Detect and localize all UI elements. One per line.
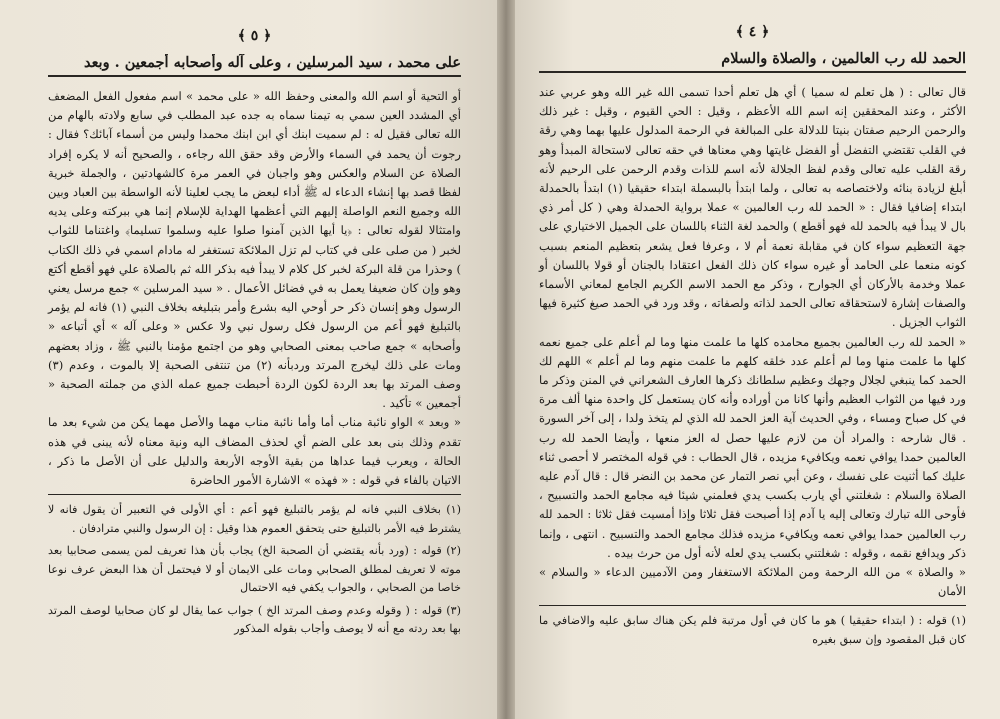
footnote: (٢) قوله : (ورد بأنه يقتضي أن الصحبة الخ) يجاب بأن هذا تعريف لمن يسمى صحابيا بعد موته لا تعريف لمطلق الصحابي ومات على الايمان أو لا فيحتمل أن هذا البعض عرف نوعا خاصا من الصحابي ، والجواب يكفي فيه الاحتمال [48, 544, 461, 595]
footnote: (١) بخلاف النبي فانه لم يؤمر بالتبليغ فهو أعم : أي الأولى في التعبير أن يقول فانه لا يشترط فيه الأمر بالتبليغ حتى يتحقق العموم هذا وقيل : إن الرسول والنبي مترادفان . [48, 503, 461, 535]
running-head: الحمد لله رب العالمين ، والصلاة والسلام [539, 50, 966, 73]
footnote: (١) قوله : ( ابتداء حقيقيا ) هو ما كان في أول مرتبة فلم يكن هناك سابق عليه والاضافي ما كان قبل المقصود وإن سبق بغيره [539, 614, 966, 646]
footnotes [539, 612, 966, 649]
main-text [539, 83, 966, 601]
book-gutter [497, 0, 515, 719]
left-page [0, 0, 497, 719]
paragraph: قال تعالى : ( هل تعلم له سميا ) أي هل تعلم أحدا تسمى الله غير الله وهو عربي عند الأكثر ، وعند المحققين إنه اسم الله الأعظم ، وقيل : الحي القيوم ، وقيل : غير ذلك والرحمن الرحيم صفتان بنيتا للدلالة على المبالغة في الرحمة المدلول عليها بهما وهي رقة في القلب تقتضي التفضل أو الفضل غايتها وهي معناها في حقه تعالى لاستحالة المبدأ وهو رقة القلب عليه تعالى وقدم لفظ الجلالة لأنه اسم للذات وقدم الرحمن على الرحيم لأنه أبلغ لزيادة بنائه ولاختصاصه به تعالى ، ولما ابتدأ بالبسملة ابتداء حقيقيا (١) ابتدأ بالحمدلة ابتداء إضافيا فقال : « الحمد لله رب العالمين » عملا برواية الحمدلة وهي ( كل أمر ذي بال لا يبدأ فيه بالحمد لله فهو أقطع ) والحمد لغة الثناء باللسان على الجميل الاختياري على جهة التعظيم سواء كان في مقابلة نعمة أم لا ، وعرفا فعل يشعر بتعظيم المنعم بسبب كونه منعما على الحامد أو غيره سواء كان ذلك الفعل اعتقادا بالجنان أو قولا باللسان أو عملا وخدمة بالأركان أي الجوارح ، وذكر مع الحمد الاسم الكريم الجامع لمعاني الأسماء والصفات إشارة لاستحقاقه تعالى الحمد لذاته ولصفاته ، وقد ورد في الحمد صيغ كثيرة فيها الثواب الجزيل . [539, 85, 966, 330]
footnote-divider [48, 494, 461, 495]
paragraph: أو التحية أو اسم الله والمعنى وحفظ الله « على محمد » اسم مفعول الفعل المضعف أي المشدد العين سمي به تيمنا سماه به جده عبد المطلب في سابع ولادته بالهام من الله تعالى فقيل له : لم سميت ابنك أي ابن ابنك محمدا وليس من أسماء آبائك؟ فقال : رجوت أن يحمد في السماء والأرض وقد حقق الله رجاءه ، والصحيح أنه لا يكره إفراد الصلاة عن السلام والعكس وهو واجبان في العمر مرة كالشهادتين ، والجملة خبرية لفظا قصد بها إنشاء الدعاء له ﷺ أداء لبعض ما يجب لعلينا لأنه الواسطة بين العباد وبين الله وجميع النعم الواصلة إليهم التي أعظمها الهداية للإسلام إنما هي ببركته وعلى يديه وامتثالا لقوله تعالى : ﴿يا أيها الذين آمنوا صلوا عليه وسلموا تسليما﴾ واغتناما للثواب لخبر ( من صلى على في كتاب لم تزل الملائكة تستغفر له مادام اسمي في ذلك الكتاب ) وحذرا من قلة البركة لخبر كل كلام لا يبدأ فيه بذكر الله ثم بالصلاة علي فهو أقطع أكتع وهو وإن كان ضعيفا يعمل به في فضائل الأعمال . « سيد المرسلين » جمع مرسل يعني الرسول وهو إنسان ذكر حر أوحي اليه بشرع وأمر بتبليغه بخلاف النبي (١) فانه لم يؤمر بالتبليغ فهو أعم من الرسول فكل رسول نبي ولا عكس « وعلى آله » أي أتباعه « وأصحابه » جمع صاحب بمعنى الصحابي وهو من اجتمع مؤمنا بالنبي ﷺ ، وزاد بعضهم ومات على ذلك ليخرج المرتد وردبأنه (٢) من تنتفى الصحبة إلا بالموت ، وعدم (٣) وصف المرتد بها بعد الردة لكون الردة أحبطت جميع عمله الذي من جملته الصحبة « أجمعين » تأكيد . [48, 89, 462, 411]
paragraph: « وبعد » الواو نائبة مناب أما وأما نائبة مناب مهما والأصل مهما يكن من شيء بعد ما تقدم وذلك بنى بعد على الضم أي لحذف المضاف اليه ونية معناه لأنه يبنى في هذه الحالة ، ويعرب فيما عداها من بقية الأوجه الأربعة والدليل على أن الأصل ما ذكر ، الاتيان بالفاء في قوله : « فهذه » الاشارة الأمور الحاضرة [48, 415, 461, 488]
footnote-divider [539, 605, 966, 606]
footnotes [48, 501, 461, 639]
main-text [48, 87, 461, 490]
running-head: على محمد ، سيد المرسلين ، وعلى آله وأصحابه أجمعين . وبعد [48, 54, 461, 77]
page-number: ﴿ ٥ ﴾ [237, 28, 272, 44]
right-page [515, 0, 1000, 719]
paragraph: « الحمد لله رب العالمين بجميع محامده كلها ما علمت منها وما لم أعلم على جميع نعمه كلها ما علمت منها وما لم أعلم عدد خلقه كلهم ما علمت منهم وما لم أعلم » اللهم لك الحمد كما ينبغي لجلال وجهك وعظيم سلطانك ذكرها العارف الشعراني في المنن وذكر ما ورد فيها من الثواب العظيم وأنها كانا من أوراده وأنه كان يستعمل كل واحدة منها ألف مرة في كل صباح ومساء ، وفي الحديث آية العز الحمد لله الذي لم يتخذ ولدا ، إلى آخر السورة . قال شارحه : والمراد أن من لازم عليها حصل له العز منعها ، وأيضا الحمد لله رب العالمين حمدا يوافي نعمه ويكافيء مزيده ، قال الحطاب : في قوله المختصر لا أحصى ثناء عليك كما أثنيت على نفسك ، وعن أبي نصر التمار عن محمد بن النضر قال : قال آدم عليه الصلاة والسلام : شغلتني أي يارب بكسب يدي فعلمني شيئا فيه مجامع الحمد والتسبيح ، فأوحى الله تبارك وتعالى إليه يا آدم إذا أصبحت فقل ثلاثا وإذا أمسيت فقل ثلاثا : الحمد لله رب العالمين حمدا يوافي نعمه ويكافيء مزيده فذلك مجامع الحمد والتسبيح . انتهى ، وإنما ذكر ويدافع نقمه ، وقوله : شغلتني بكسب يدي لعله لأنه أول من حرث بيده . [539, 334, 966, 560]
footnote: (٣) قوله : ( وقوله وعدم وصف المرتد الخ ) جواب عما يقال لو كان صحابيا لوصف المرتد بها بعد ردته مع أنه لا يوصف وأجاب بقوله المذكور [48, 603, 461, 636]
page-number: ﴿ ٤ ﴾ [735, 24, 770, 40]
paragraph: « والصلاة » من الله الرحمة ومن الملائكة الاستغفار ومن الآدميين الدعاء « والسلام » الأمان [539, 565, 966, 599]
